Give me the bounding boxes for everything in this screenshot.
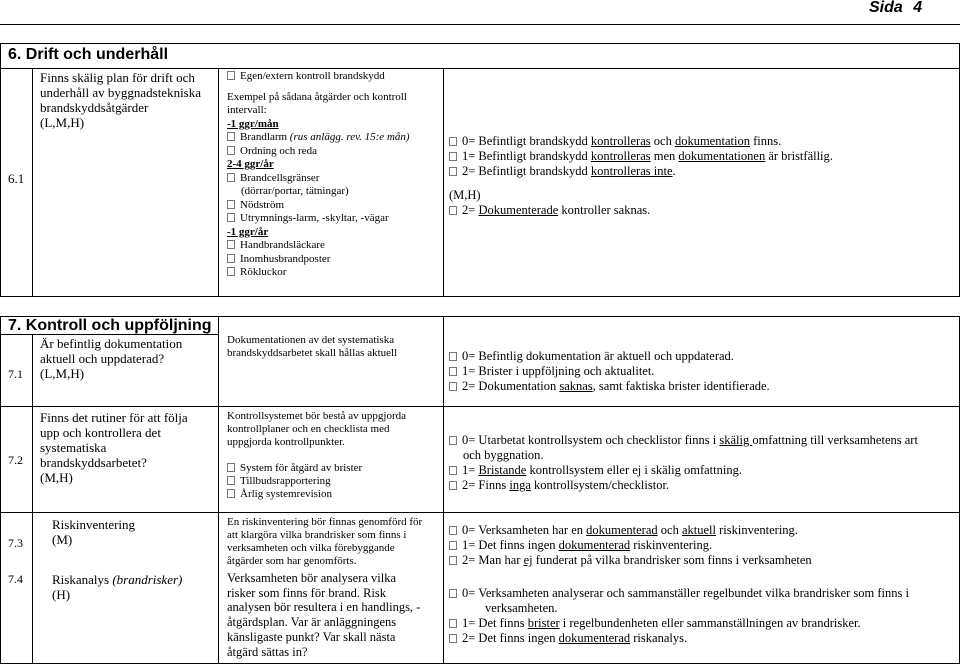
question-line: Är befintlig dokumentation: [40, 336, 183, 351]
description-line: risker som finns för brand. Risk: [227, 585, 387, 600]
question-line: (H): [52, 587, 71, 602]
question-line: upp och kontrollera det: [40, 425, 161, 440]
description-7-2: [227, 410, 441, 501]
option-text: inga: [509, 478, 531, 492]
option-text: saknas: [559, 379, 593, 393]
option-text: kontrollsystem eller ej i skälig omfattning.: [526, 463, 742, 477]
checkbox-icon[interactable]: [449, 152, 457, 161]
checkbox-icon[interactable]: [227, 489, 235, 498]
option-1: [449, 538, 957, 553]
checkbox-label: Brandcellsgränser: [240, 171, 320, 184]
description-7-4: [227, 571, 441, 659]
checkbox-row: [227, 172, 441, 186]
option-text: 0= Befintlig dokumentation är aktuell och uppdaterad.: [462, 349, 734, 363]
option-text: och byggnation.: [463, 448, 544, 462]
option-text: kontroller saknas.: [558, 203, 651, 217]
divider: [443, 316, 444, 664]
checkbox-row: [227, 253, 441, 267]
question-line: Riskinventering: [52, 517, 136, 532]
divider: [0, 43, 1, 297]
option-text: Bristande: [478, 463, 527, 477]
checkbox-row: [227, 199, 441, 213]
question-line: Riskanalys: [52, 572, 113, 587]
checkbox-icon[interactable]: [227, 267, 235, 276]
option-2: [449, 553, 957, 568]
description-line: En riskinventering bör finnas genomförd för: [227, 516, 423, 528]
option-text: riskanalys.: [630, 631, 688, 645]
option-text: brister: [527, 616, 560, 630]
option-text: i regelbundenheten eller sammanställningen av brandrisker.: [559, 616, 861, 630]
option-text: är bristfällig.: [765, 149, 833, 163]
options-6-1: [449, 134, 957, 218]
checkbox-row: [227, 462, 441, 475]
divider: [0, 512, 960, 513]
checkbox-icon[interactable]: [449, 541, 457, 550]
option-text: .: [672, 164, 676, 178]
checkbox-label: Brandlarm: [240, 131, 288, 143]
option-text: 1= Det finns: [462, 616, 528, 630]
divider: [218, 316, 219, 664]
options-7-3: [449, 523, 957, 568]
option-0: [449, 433, 957, 448]
checkbox-icon[interactable]: [449, 137, 457, 146]
option-text: 2= Befintligt brandskydd: [462, 164, 591, 178]
checkbox-row: [227, 488, 441, 501]
question-7-2: [40, 410, 216, 485]
option-text: skälig: [719, 433, 753, 447]
checkbox-icon[interactable]: [227, 254, 235, 263]
divider: [32, 334, 33, 664]
question-line: underhåll av byggnadstekniska: [40, 85, 202, 100]
option-1: [449, 616, 957, 631]
checkbox-row: [227, 212, 441, 226]
question-line: brandskyddsarbetet?: [40, 455, 147, 470]
question-line: (L,M,H): [40, 366, 85, 381]
frequency-label: 2-4 ggr/år: [227, 158, 274, 170]
checkbox-icon[interactable]: [449, 367, 457, 376]
description-line: analysen bör resultera i en handlings, -: [227, 600, 421, 615]
option-text: finns.: [749, 134, 782, 148]
checkbox-icon[interactable]: [449, 436, 457, 445]
option-text: omfattning till verksamhetens art: [752, 433, 918, 447]
description-line: verksamheten och vilka förebyggande: [227, 542, 395, 554]
question-line: aktuell och uppdaterad?: [40, 351, 165, 366]
item-number-7-1: 7.1: [8, 367, 23, 381]
option-0: [449, 349, 957, 364]
option-1: [449, 149, 957, 164]
option-text: funderat på vilka brandrisker som finns i verksamheten: [532, 553, 812, 567]
divider: [0, 68, 960, 69]
level-label: (M,H): [449, 188, 481, 202]
checkbox-icon[interactable]: [227, 213, 235, 222]
description-line: uppgjorda kontrollpunkter.: [227, 436, 345, 448]
options-7-1: [449, 349, 957, 394]
option-text: dokumenterad: [586, 523, 658, 537]
description-line: intervall:: [227, 104, 267, 116]
description-line: Kontrollsystemet bör bestå av uppgjorda: [227, 410, 407, 422]
item-number-7-2: 7.2: [8, 453, 23, 467]
checkbox-icon[interactable]: [227, 463, 235, 472]
option-text: 1= Det finns ingen: [462, 538, 559, 552]
option-text: 2= Det finns ingen: [462, 631, 559, 645]
description-line: brandskyddsarbetet skall hållas aktuell: [227, 347, 398, 359]
item-number-7-4: 7.4: [8, 572, 23, 586]
option-2b: [449, 203, 957, 218]
checkbox-icon[interactable]: [449, 481, 457, 490]
checkbox-icon[interactable]: [449, 352, 457, 361]
option-2: [449, 164, 957, 179]
option-text: 2= Finns: [462, 478, 510, 492]
checkbox-label: Ordning och reda: [240, 144, 317, 157]
option-0: [449, 523, 957, 538]
checkbox-icon[interactable]: [227, 71, 235, 80]
description-6-1: [227, 70, 441, 280]
option-text: och: [657, 523, 682, 537]
checkbox-icon[interactable]: [227, 476, 235, 485]
option-text: riskinventering.: [630, 538, 713, 552]
checkbox-icon[interactable]: [227, 173, 235, 182]
option-text: verksamheten.: [485, 601, 558, 615]
header-rule: [0, 24, 960, 25]
divider: [32, 68, 33, 297]
checkbox-label: Egen/extern kontroll brandskydd: [240, 70, 385, 82]
option-text: och: [650, 134, 675, 148]
option-1: [449, 364, 957, 379]
option-text: men: [650, 149, 679, 163]
question-line: (M): [52, 532, 73, 547]
note-text: (dörrar/portar, tätningar): [241, 185, 349, 197]
page-label: Sida: [869, 0, 903, 16]
option-text: 0= Verksamheten analyserar och sammanställer regelbundet vilka brandrisker som finns i: [462, 586, 909, 600]
option-2: [449, 379, 957, 394]
checkbox-row: [227, 131, 441, 145]
option-text: 1= Befintligt brandskydd: [462, 149, 591, 163]
option-text: kontrollsystem/checklistor.: [530, 478, 670, 492]
checkbox-label: Årlig systemrevision: [240, 488, 332, 500]
checkbox-icon[interactable]: [227, 146, 235, 155]
option-0: [449, 134, 957, 149]
description-line: Exempel på sådana åtgärder och kontroll: [227, 90, 407, 103]
divider: [443, 68, 444, 297]
question-7-3: [52, 517, 212, 547]
page-number-header: [869, 0, 922, 17]
note-text: (rus anlägg. rev. 15:e mån): [289, 131, 410, 143]
checkbox-icon[interactable]: [449, 589, 457, 598]
question-line: Finns skälig plan för drift och: [40, 70, 195, 85]
question-note: (brandrisker): [112, 572, 183, 587]
option-text: 2= Dokumentation: [462, 379, 560, 393]
checkbox-icon[interactable]: [227, 200, 235, 209]
checkbox-icon[interactable]: [449, 466, 457, 475]
option-text: 0= Befintligt brandskydd: [462, 134, 591, 148]
question-line: systematiska: [40, 440, 107, 455]
question-line: (L,M,H): [40, 115, 85, 130]
checkbox-label: Tillbudsrapportering: [240, 475, 331, 487]
checkbox-icon[interactable]: [449, 206, 457, 215]
item-number-7-3: 7.3: [8, 536, 23, 550]
question-6-1: [40, 70, 216, 130]
checkbox-label: Nödström: [240, 198, 284, 211]
divider: [0, 43, 960, 44]
checkbox-label: System för åtgärd av brister: [240, 462, 363, 474]
option-0: [449, 586, 957, 601]
option-text: kontrolleras: [590, 149, 651, 163]
option-text: dokumenterad: [558, 538, 631, 552]
checkbox-row: [227, 475, 441, 488]
checkbox-label: Rökluckor: [240, 266, 287, 278]
option-text: 0= Utarbetat kontrollsystem och checklistor finns i: [462, 433, 720, 447]
checkbox-row: [227, 239, 441, 253]
option-text: Dokumenterade: [478, 203, 559, 217]
option-text: 1= Brister i uppföljning och aktualitet.: [462, 364, 655, 378]
description-line: känsligaste punkt? Var skall nästa: [227, 629, 396, 644]
checkbox-icon[interactable]: [227, 240, 235, 249]
section-6-title: 6. Drift och underhåll: [8, 46, 169, 63]
checkbox-icon[interactable]: [227, 132, 235, 141]
checkbox-icon[interactable]: [449, 556, 457, 565]
checkbox-icon[interactable]: [449, 634, 457, 643]
checkbox-label: Inomhusbrandposter: [240, 252, 331, 265]
frequency-label: -1 ggr/år: [227, 225, 269, 238]
option-text: 0= Verksamheten har en: [462, 523, 587, 537]
description-line: att klargöra vilka brandrisker som finns i: [227, 529, 407, 541]
question-line: Finns det rutiner för att följa: [40, 410, 188, 425]
option-text: dokumenterad: [558, 631, 631, 645]
options-7-4: [449, 586, 957, 646]
checkbox-row: [227, 145, 441, 159]
options-7-2: [449, 433, 957, 493]
checkbox-label: Handbrandsläckare: [240, 239, 325, 251]
question-line: (M,H): [40, 470, 73, 485]
option-text: dokumentationen: [678, 149, 766, 163]
option-text: 2= Man har: [462, 553, 524, 567]
option-text: dokumentation: [674, 134, 750, 148]
description-7-3: [227, 516, 441, 568]
description-line: åtgärder som har genomförts.: [227, 555, 357, 567]
description-line: Dokumentationen av det systematiska: [227, 334, 395, 346]
checkbox-label: Utrymnings-larm, -skyltar, -vägar: [240, 212, 389, 224]
question-7-4: [52, 572, 218, 602]
page-number: 4: [913, 0, 923, 16]
divider: [0, 316, 1, 664]
option-text: kontrolleras: [590, 134, 651, 148]
checkbox-icon[interactable]: [449, 167, 457, 176]
option-text: ej: [523, 553, 533, 567]
option-text: 1=: [462, 463, 479, 477]
section-7-title: 7. Kontroll och uppföljning: [8, 317, 212, 334]
question-line: brandskyddsåtgärder: [40, 100, 149, 115]
option-text: , samt faktiska brister identifierade.: [592, 379, 770, 393]
checkbox-icon[interactable]: [449, 619, 457, 628]
checkbox-row: [227, 266, 441, 280]
option-1: [449, 463, 957, 478]
frequency-label: -1 ggr/mån: [227, 117, 279, 130]
description-line: åtgärd sättas in?: [227, 644, 308, 659]
item-number-6-1: 6.1: [8, 171, 25, 186]
description-line: kontrollplaner och en checklista med: [227, 423, 390, 435]
option-text: kontrolleras inte: [590, 164, 673, 178]
divider: [0, 296, 960, 297]
option-text: aktuell: [681, 523, 716, 537]
question-7-1: [40, 336, 216, 381]
description-7-1: [227, 334, 441, 360]
option-2: [449, 478, 957, 493]
checkbox-icon[interactable]: [449, 382, 457, 391]
option-text: riskinventering.: [715, 523, 798, 537]
option-2: [449, 631, 957, 646]
description-line: Verksamheten bör analysera vilka: [227, 571, 397, 585]
divider: [0, 406, 960, 407]
option-text: 2=: [462, 203, 479, 217]
divider: [218, 68, 219, 297]
checkbox-row: [227, 70, 441, 84]
checkbox-icon[interactable]: [449, 526, 457, 535]
description-line: åtgärdsplan. Var är anläggningens: [227, 615, 397, 630]
